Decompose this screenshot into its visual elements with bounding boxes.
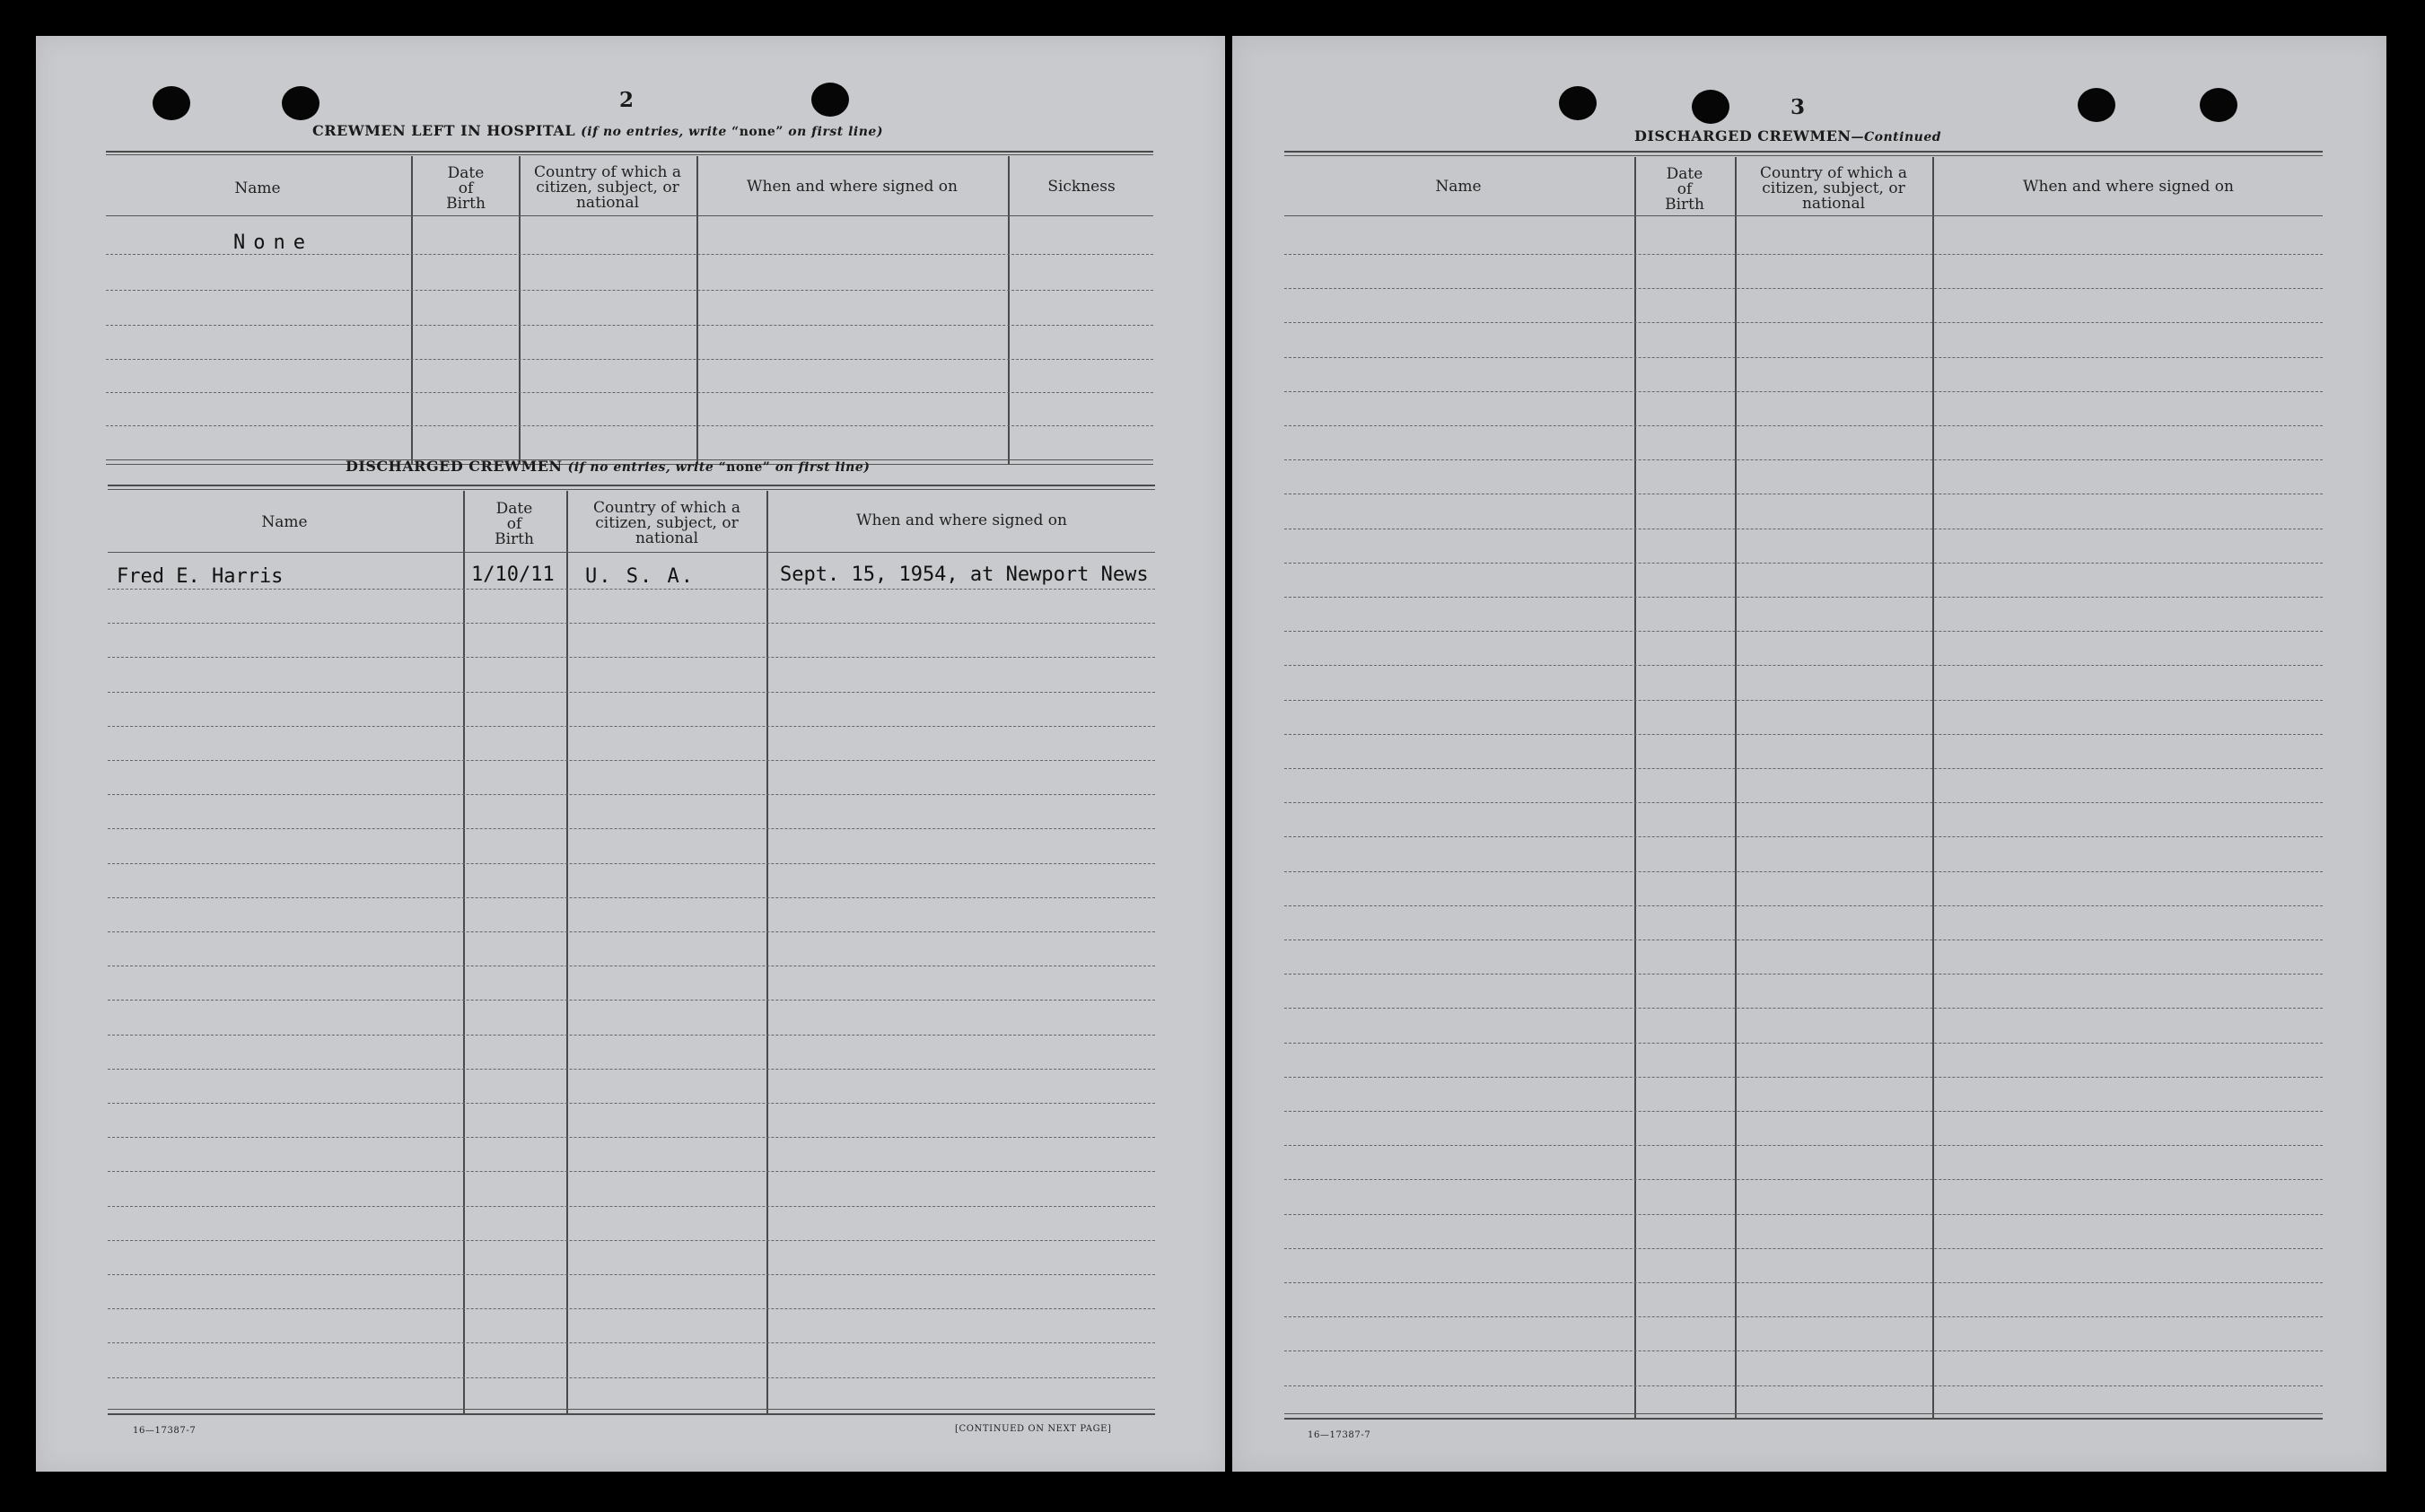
row-name: Fred E. Harris bbox=[117, 565, 284, 588]
ruled-line bbox=[108, 760, 1155, 761]
ruled-line bbox=[1284, 322, 2323, 323]
col-signed: When and where signed on bbox=[747, 177, 958, 196]
ruled-line bbox=[108, 692, 1155, 693]
col-dob: Date of Birth bbox=[1665, 164, 1704, 214]
ruled-line bbox=[1284, 1385, 2323, 1386]
hospital-instruction bbox=[581, 125, 883, 139]
ruled-line bbox=[1284, 1350, 2323, 1351]
col-name: Name bbox=[1435, 177, 1482, 196]
ruled-line bbox=[108, 931, 1155, 932]
ruled-line bbox=[108, 1035, 1155, 1036]
ruled-line bbox=[108, 794, 1155, 795]
col-signed: When and where signed on bbox=[856, 511, 1067, 529]
hospital-section-title bbox=[312, 122, 883, 139]
ruled-line bbox=[1284, 1008, 2323, 1009]
ruled-line bbox=[108, 897, 1155, 898]
col-dob: Date of Birth bbox=[495, 499, 534, 548]
form-number: 16—17387-7 bbox=[1308, 1430, 1371, 1440]
discharged-section-title bbox=[346, 458, 870, 475]
ruled-line bbox=[1284, 391, 2323, 392]
punch-hole bbox=[153, 86, 190, 120]
col-name: Name bbox=[261, 512, 308, 531]
ruled-line bbox=[1284, 700, 2323, 701]
ruled-line bbox=[108, 1274, 1155, 1275]
ruled-line bbox=[1284, 425, 2323, 426]
row-dob: 1/10/11 bbox=[471, 564, 555, 586]
col-country: Country of which a citizen, subject, or national bbox=[1760, 163, 1907, 213]
ruled-line bbox=[1284, 802, 2323, 803]
punch-hole bbox=[811, 83, 849, 117]
ruled-line bbox=[1284, 1282, 2323, 1283]
ruled-line bbox=[1284, 459, 2323, 460]
ruled-line bbox=[108, 863, 1155, 864]
left-page bbox=[36, 36, 1225, 1472]
ruled-line bbox=[108, 1103, 1155, 1104]
hospital-entry: None bbox=[233, 232, 313, 254]
ruled-line bbox=[108, 589, 1155, 590]
ruled-line bbox=[1284, 1111, 2323, 1112]
ruled-line bbox=[1284, 288, 2323, 289]
instruction-none: “none” bbox=[731, 125, 784, 139]
ruled-line bbox=[1284, 1316, 2323, 1317]
punch-hole bbox=[1692, 90, 1729, 124]
instruction-open: (if no entries, write bbox=[567, 460, 714, 475]
ruled-line bbox=[1284, 563, 2323, 564]
punch-hole bbox=[1559, 86, 1597, 120]
col-country: Country of which a citizen, subject, or national bbox=[534, 162, 681, 212]
ruled-line bbox=[1284, 836, 2323, 837]
right-title-text: DISCHARGED CREWMEN bbox=[1634, 127, 1852, 144]
discharged-title-text: DISCHARGED CREWMEN bbox=[346, 458, 563, 475]
col-country: Country of which a citizen, subject, or national bbox=[593, 498, 740, 547]
ruled-line bbox=[1284, 734, 2323, 735]
instruction-open: (if no entries, write bbox=[581, 125, 727, 139]
ruled-line bbox=[1284, 631, 2323, 632]
punch-hole bbox=[282, 86, 320, 120]
ruled-line bbox=[1284, 871, 2323, 872]
col-name: Name bbox=[234, 179, 281, 197]
hospital-title-text: CREWMEN LEFT IN HOSPITAL bbox=[312, 122, 576, 139]
ruled-line bbox=[1284, 665, 2323, 666]
ruled-line bbox=[108, 657, 1155, 658]
ruled-line bbox=[1284, 1179, 2323, 1180]
ruled-line bbox=[1284, 254, 2323, 255]
ruled-line bbox=[108, 1171, 1155, 1172]
ruled-line bbox=[108, 1069, 1155, 1070]
row-country: U. S. A. bbox=[585, 565, 695, 588]
ruled-line bbox=[108, 1206, 1155, 1207]
ruled-line bbox=[108, 828, 1155, 829]
punch-hole bbox=[2078, 88, 2115, 122]
instruction-none: “none” bbox=[718, 460, 771, 475]
ruled-line bbox=[1284, 905, 2323, 906]
ruled-line bbox=[108, 1308, 1155, 1309]
instruction-close: on first line) bbox=[788, 125, 883, 139]
ruled-line bbox=[108, 1000, 1155, 1001]
ruled-line bbox=[1284, 1077, 2323, 1078]
ruled-line bbox=[1284, 1043, 2323, 1044]
continued-note: [CONTINUED ON NEXT PAGE] bbox=[955, 1424, 1112, 1434]
punch-hole bbox=[2200, 88, 2237, 122]
ruled-line bbox=[1284, 597, 2323, 598]
ruled-line bbox=[1284, 1248, 2323, 1249]
page-number: 3 bbox=[1790, 95, 1806, 119]
right-page bbox=[1232, 36, 2386, 1472]
ruled-line bbox=[108, 1342, 1155, 1343]
ruled-line bbox=[108, 1240, 1155, 1241]
col-sickness: Sickness bbox=[1047, 177, 1116, 196]
page-number: 2 bbox=[619, 88, 635, 112]
col-signed: When and where signed on bbox=[2023, 177, 2234, 196]
form-number: 16—17387-7 bbox=[133, 1426, 197, 1436]
row-signed: Sept. 15, 1954, at Newport News bbox=[780, 564, 1149, 586]
ruled-line bbox=[108, 726, 1155, 727]
right-section-title bbox=[1634, 127, 1941, 144]
ruled-line bbox=[108, 623, 1155, 624]
instruction-close: on first line) bbox=[775, 460, 871, 475]
ruled-line bbox=[1284, 768, 2323, 769]
col-dob: Date of Birth bbox=[446, 163, 486, 213]
ruled-line bbox=[108, 1377, 1155, 1378]
ruled-line bbox=[108, 1137, 1155, 1138]
discharged-instruction bbox=[568, 460, 871, 475]
ruled-line bbox=[1284, 1214, 2323, 1215]
ruled-line bbox=[1284, 357, 2323, 358]
right-title-suffix: —Continued bbox=[1851, 130, 1942, 144]
ruled-line bbox=[1284, 1145, 2323, 1146]
